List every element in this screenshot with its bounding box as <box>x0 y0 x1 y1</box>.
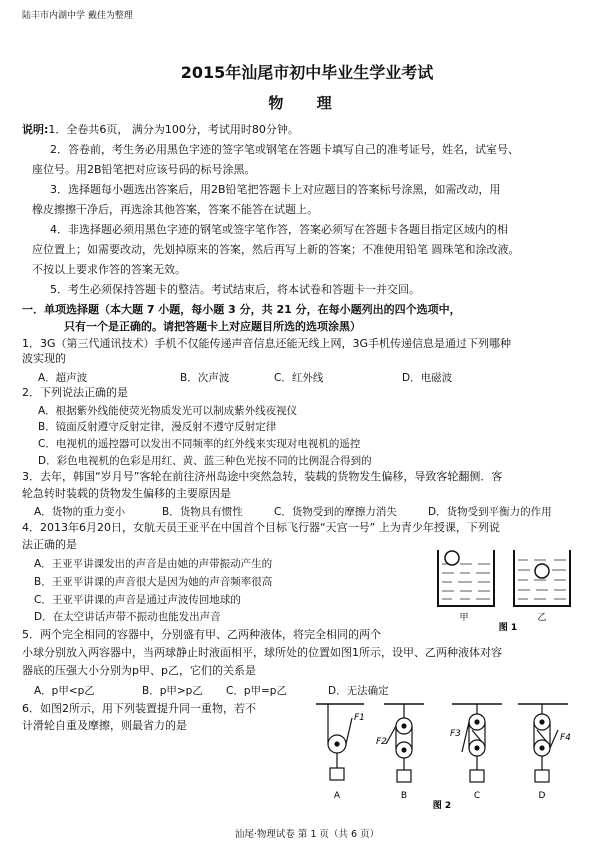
figure-1-label-yi: 乙 <box>537 613 547 623</box>
section1-heading: 一．单项选择题（本大题 7 小题，每小题 3 分，共 21 分，在每小题列出的四个选项中， <box>22 303 461 316</box>
q5-option-c: C．p甲=p乙 <box>226 685 287 697</box>
instructions-line-1: 说明:1．全卷共6页， 满分为100分，考试用时80分钟。 <box>22 123 299 136</box>
q4-stem-2: 法正确的是 <box>22 538 77 551</box>
q1-stem-1: 1．3G（第三代通讯技术）手机不仅能传递声音信息还能无线上网，3G手机传递信息是通过下列哪种 <box>22 337 512 350</box>
q2-option-a: A．根据紫外线能使荧光物质发光可以制成紫外线夜视仪 <box>38 405 298 417</box>
figure-2-caption: 图 2 <box>432 801 452 810</box>
school-note: 陆丰市内湖中学 戴佳为整理 <box>22 11 133 21</box>
container-yi <box>514 550 570 606</box>
force-label-f1: F1 <box>354 713 365 723</box>
instructions-line-3b: 橡皮擦擦干净后，再选涂其他答案，答案不能答在试题上。 <box>32 203 318 216</box>
q4-option-d: D．在太空讲话声带不振动也能发出声音 <box>34 611 221 623</box>
q3-stem-2: 轮急转时装载的货物发生偏移的主要原因是 <box>22 487 231 500</box>
pulley-setup-d <box>534 704 558 782</box>
q2-option-b: B．镜面反射遵守反射定律，漫反射不遵守反射定律 <box>38 421 277 433</box>
figure-1 <box>430 540 590 632</box>
instructions-line-4b: 应位置上；如需要改动，先划掉原来的答案，然后再写上新的答案；不准使用铅笔 圆珠笔和涂改液。 <box>32 243 520 256</box>
q3-stem-1: 3．去年，韩国“岁月号”客轮在前往济州岛途中突然急转，装载的货物发生偏移，导致客轮翻侧．客 <box>22 470 503 483</box>
q4-stem-1: 4．2013年6月20日，女航天员王亚平在中国首个目标飞行器“天宫一号” 上为青少年授课，下列说 <box>22 521 500 534</box>
instructions-label: 说明: <box>22 123 49 136</box>
q1-option-c: C．红外线 <box>274 372 324 384</box>
q6-stem-2: 计滑轮自重及摩擦，则最省力的是 <box>22 719 187 732</box>
subject-title: 物 理 <box>268 94 346 112</box>
q6-stem-1: 6．如图2所示，用下列装置提升同一重物，若不 <box>22 702 256 715</box>
q1-stem-2: 波实现的 <box>22 352 66 365</box>
option-label-a: A <box>333 791 341 801</box>
figure-1-caption: 图 1 <box>498 623 518 632</box>
q1-option-b: B．次声波 <box>180 372 230 384</box>
instructions-line-5: 5．考生必须保持答题卡的整洁。考试结束后，将本试卷和答题卡一并交回。 <box>50 283 420 296</box>
q4-option-a: A．王亚平讲课发出的声音是由她的声带振动产生的 <box>34 558 273 570</box>
force-label-f3: F3 <box>450 729 461 739</box>
option-label-d: D <box>538 791 546 801</box>
q5-option-d: D．无法确定 <box>328 685 389 697</box>
exam-title: 2015年汕尾市初中毕业生学业考试 <box>180 63 434 82</box>
q2-option-c: C．电视机的遥控器可以发出不同频率的红外线来实现对电视机的遥控 <box>38 438 361 450</box>
q1-option-a: A．超声波 <box>38 372 88 384</box>
instructions-line-3a: 3．选择题每小题选出答案后，用2B铅笔把答题卡上对应题目的答案标号涂黑，如需改动，用 <box>50 183 501 196</box>
page-footer: 汕尾·物理试卷 第 1 页（共 6 页） <box>234 829 380 840</box>
instructions-line-2a: 2．答卷前，考生务必用黑色字迹的签字笔或钢笔在答题卡填写自己的准考证号，姓名，试室号、 <box>50 143 519 156</box>
instructions-line-4c: 不按以上要求作答的答案无效。 <box>32 263 186 276</box>
pulley-setup-b <box>386 704 412 782</box>
instructions-line-2b: 座位号。用2B铅笔把对应该号码的标号涂黑。 <box>32 163 256 176</box>
ball-jia <box>445 551 459 565</box>
pulley-setup-c <box>462 704 485 782</box>
q5-stem-1: 5．两个完全相同的容器中，分别盛有甲、乙两种液体，将完全相同的两个 <box>22 628 381 641</box>
figure-1-label-jia: 甲 <box>459 613 469 623</box>
q4-option-c: C．王亚平讲课的声音是通过声波传回地球的 <box>34 594 241 606</box>
q3-option-a: A．货物的重力变小 <box>34 506 126 518</box>
q5-stem-3: 器底的压强大小分别为p甲、p乙，它们的关系是 <box>22 664 256 677</box>
q4-option-b: B．王亚平讲课的声音很大是因为她的声音频率很高 <box>34 576 273 588</box>
q3-option-c: C．货物受到的摩擦力消失 <box>274 506 397 518</box>
q5-option-a: A．p甲<p乙 <box>34 685 95 697</box>
section1-heading-2: 只有一个是正确的。请把答题卡上对应题目所选的选项涂黑） <box>64 320 361 333</box>
q1-option-d: D．电磁波 <box>402 372 453 384</box>
figure-2 <box>312 700 596 810</box>
q2-option-d: D．彩色电视机的色彩是用红、黄、蓝三种色光按不同的比例混合得到的 <box>38 455 372 467</box>
instructions-line-4a: 4．非选择题必须用黑色字迹的钢笔或签字笔作答，答案必须写在答题卡各题目指定区域内的相 <box>50 223 508 236</box>
pulley-setup-a <box>328 704 352 780</box>
ball-yi <box>535 564 549 578</box>
q3-option-b: B．货物具有惯性 <box>162 506 243 518</box>
q5-stem-2: 小球分别放入两容器中，当两球静止时液面相平，球所处的位置如图1所示，设甲、乙两种液体对容 <box>22 646 502 659</box>
force-label-f4: F4 <box>560 733 571 743</box>
q2-stem: 2．下列说法正确的是 <box>22 386 128 399</box>
option-label-c: C <box>473 791 481 801</box>
q5-option-b: B．p甲>p乙 <box>142 685 203 697</box>
force-label-f2: F2 <box>376 737 387 747</box>
container-jia <box>438 550 494 606</box>
q3-option-d: D．货物受到平衡力的作用 <box>428 506 552 518</box>
option-label-b: B <box>400 791 408 801</box>
